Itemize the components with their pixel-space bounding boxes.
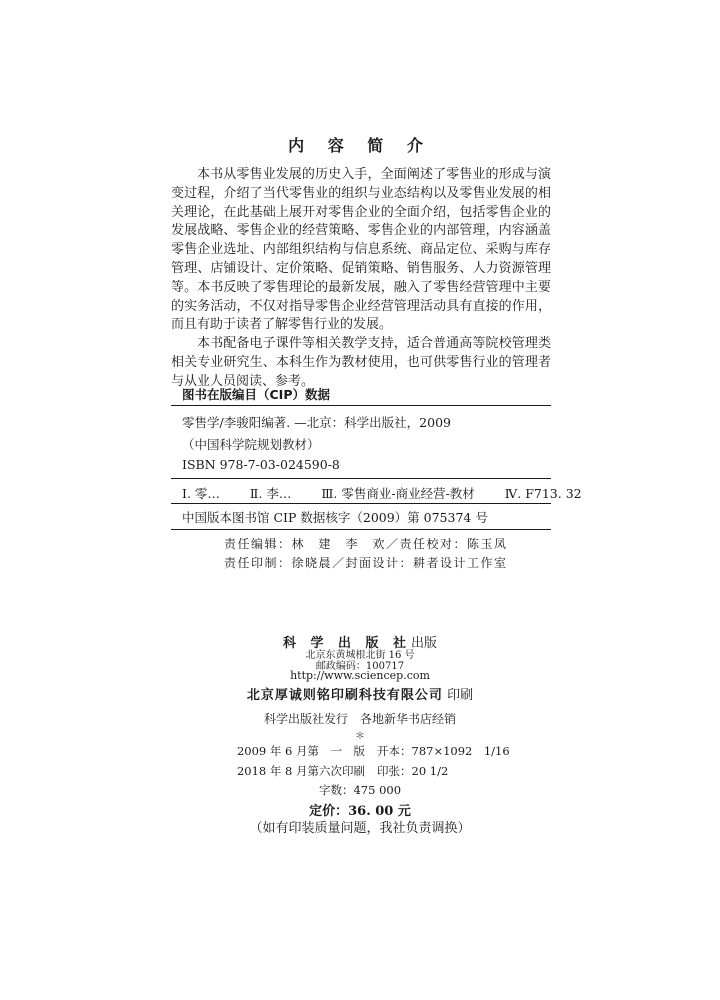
publisher-name: 科 学 出 版 社	[282, 636, 412, 651]
page-title: 内 容 简 介	[288, 136, 432, 155]
publisher-address: 北京东黄城根北街 16 号	[305, 650, 415, 661]
intro-paragraph-2: 本书配备电子课件等相关教学支持，适合普通高等院校管理类相关专业研究生、本科生作为教材使用，也可供零售行业的管理者与从业人员阅读、参考。	[171, 336, 551, 389]
printer-name: 北京厚诚则铭印刷科技有限公司	[246, 688, 443, 703]
distribution: 科学出版社发行 各地新华书店经销	[263, 712, 456, 726]
printer	[0, 684, 720, 703]
editors-line-1: 责任编辑：林 建 李 欢／责任校对：陈玉凤	[224, 537, 508, 551]
cip-divider-2	[171, 503, 551, 504]
format: 开本：787×1092 1/16	[377, 744, 510, 758]
quality-note: （如有印装质量问题，我社负责调换）	[249, 821, 471, 836]
edition: 2009 年 6 月第 一 版	[236, 744, 365, 758]
cip-class-2: Ⅱ. 李…	[249, 486, 292, 501]
cip-divider	[171, 478, 551, 479]
printing: 2018 年 8 月第六次印刷	[236, 764, 365, 778]
editors-line-2: 责任印制：徐晓晨／封面设计：耕者设计工作室	[224, 556, 508, 570]
cip-line-3: ISBN 978-7-03-024590-8	[182, 457, 340, 472]
spec-row-1	[190, 743, 570, 759]
printer-suffix: 印刷	[447, 688, 474, 703]
publisher-postcode: 邮政编码：100717	[315, 661, 405, 672]
publisher-url: http://www.sciencep.com	[290, 669, 430, 682]
cip-line-1: 零售学/李骏阳编著. —北京：科学出版社，2009	[182, 415, 451, 430]
word-count: 字数：475 000	[318, 783, 402, 797]
spec-row-2	[190, 763, 570, 779]
cip-class-3: Ⅲ. 零售商业-商业经营-教材	[321, 486, 475, 501]
cip-classification	[182, 484, 582, 502]
sheets: 印张：20 1/2	[377, 764, 449, 778]
cip-top-rule	[171, 405, 551, 406]
cip-class-4: Ⅳ. F713. 32	[504, 486, 582, 501]
cip-heading: 图书在版编目（CIP）数据	[182, 387, 330, 402]
cip-class-1: Ⅰ. 零…	[182, 486, 220, 501]
cip-line-2: （中国科学院规划教材）	[182, 437, 320, 452]
cip-check-number: 中国版本图书馆 CIP 数据核字（2009）第 075374 号	[182, 510, 488, 525]
separator-star: ＊	[355, 731, 365, 742]
price: 定价：36. 00 元	[309, 804, 411, 819]
intro-paragraph-1: 本书从零售业发展的历史入手，全面阐述了零售业的形成与演变过程，介绍了当代零售业的组织与业态结构以及零售业发展的相关理论，在此基础上展开对零售企业的全面介绍，包括零售企业的发展战略、零售企业的经营策略、零售企业的内部管理，内容涵盖零售企业选址、内部组织结构与信息系统、商品定位、采购与库存管理、店铺设计、定价策略、促销策略、销售服务、人力资源管理等。本书反映了零售理论的最新发展，融入了零售经营管理中主要的实务活动，不仅对指导零售企业经营管理活动具有直接的作用，而且有助于读者了解零售行业的发展。	[171, 167, 551, 333]
introduction	[171, 166, 551, 392]
cip-bottom-rule	[171, 529, 551, 530]
publisher-suffix: 出版	[411, 636, 438, 651]
